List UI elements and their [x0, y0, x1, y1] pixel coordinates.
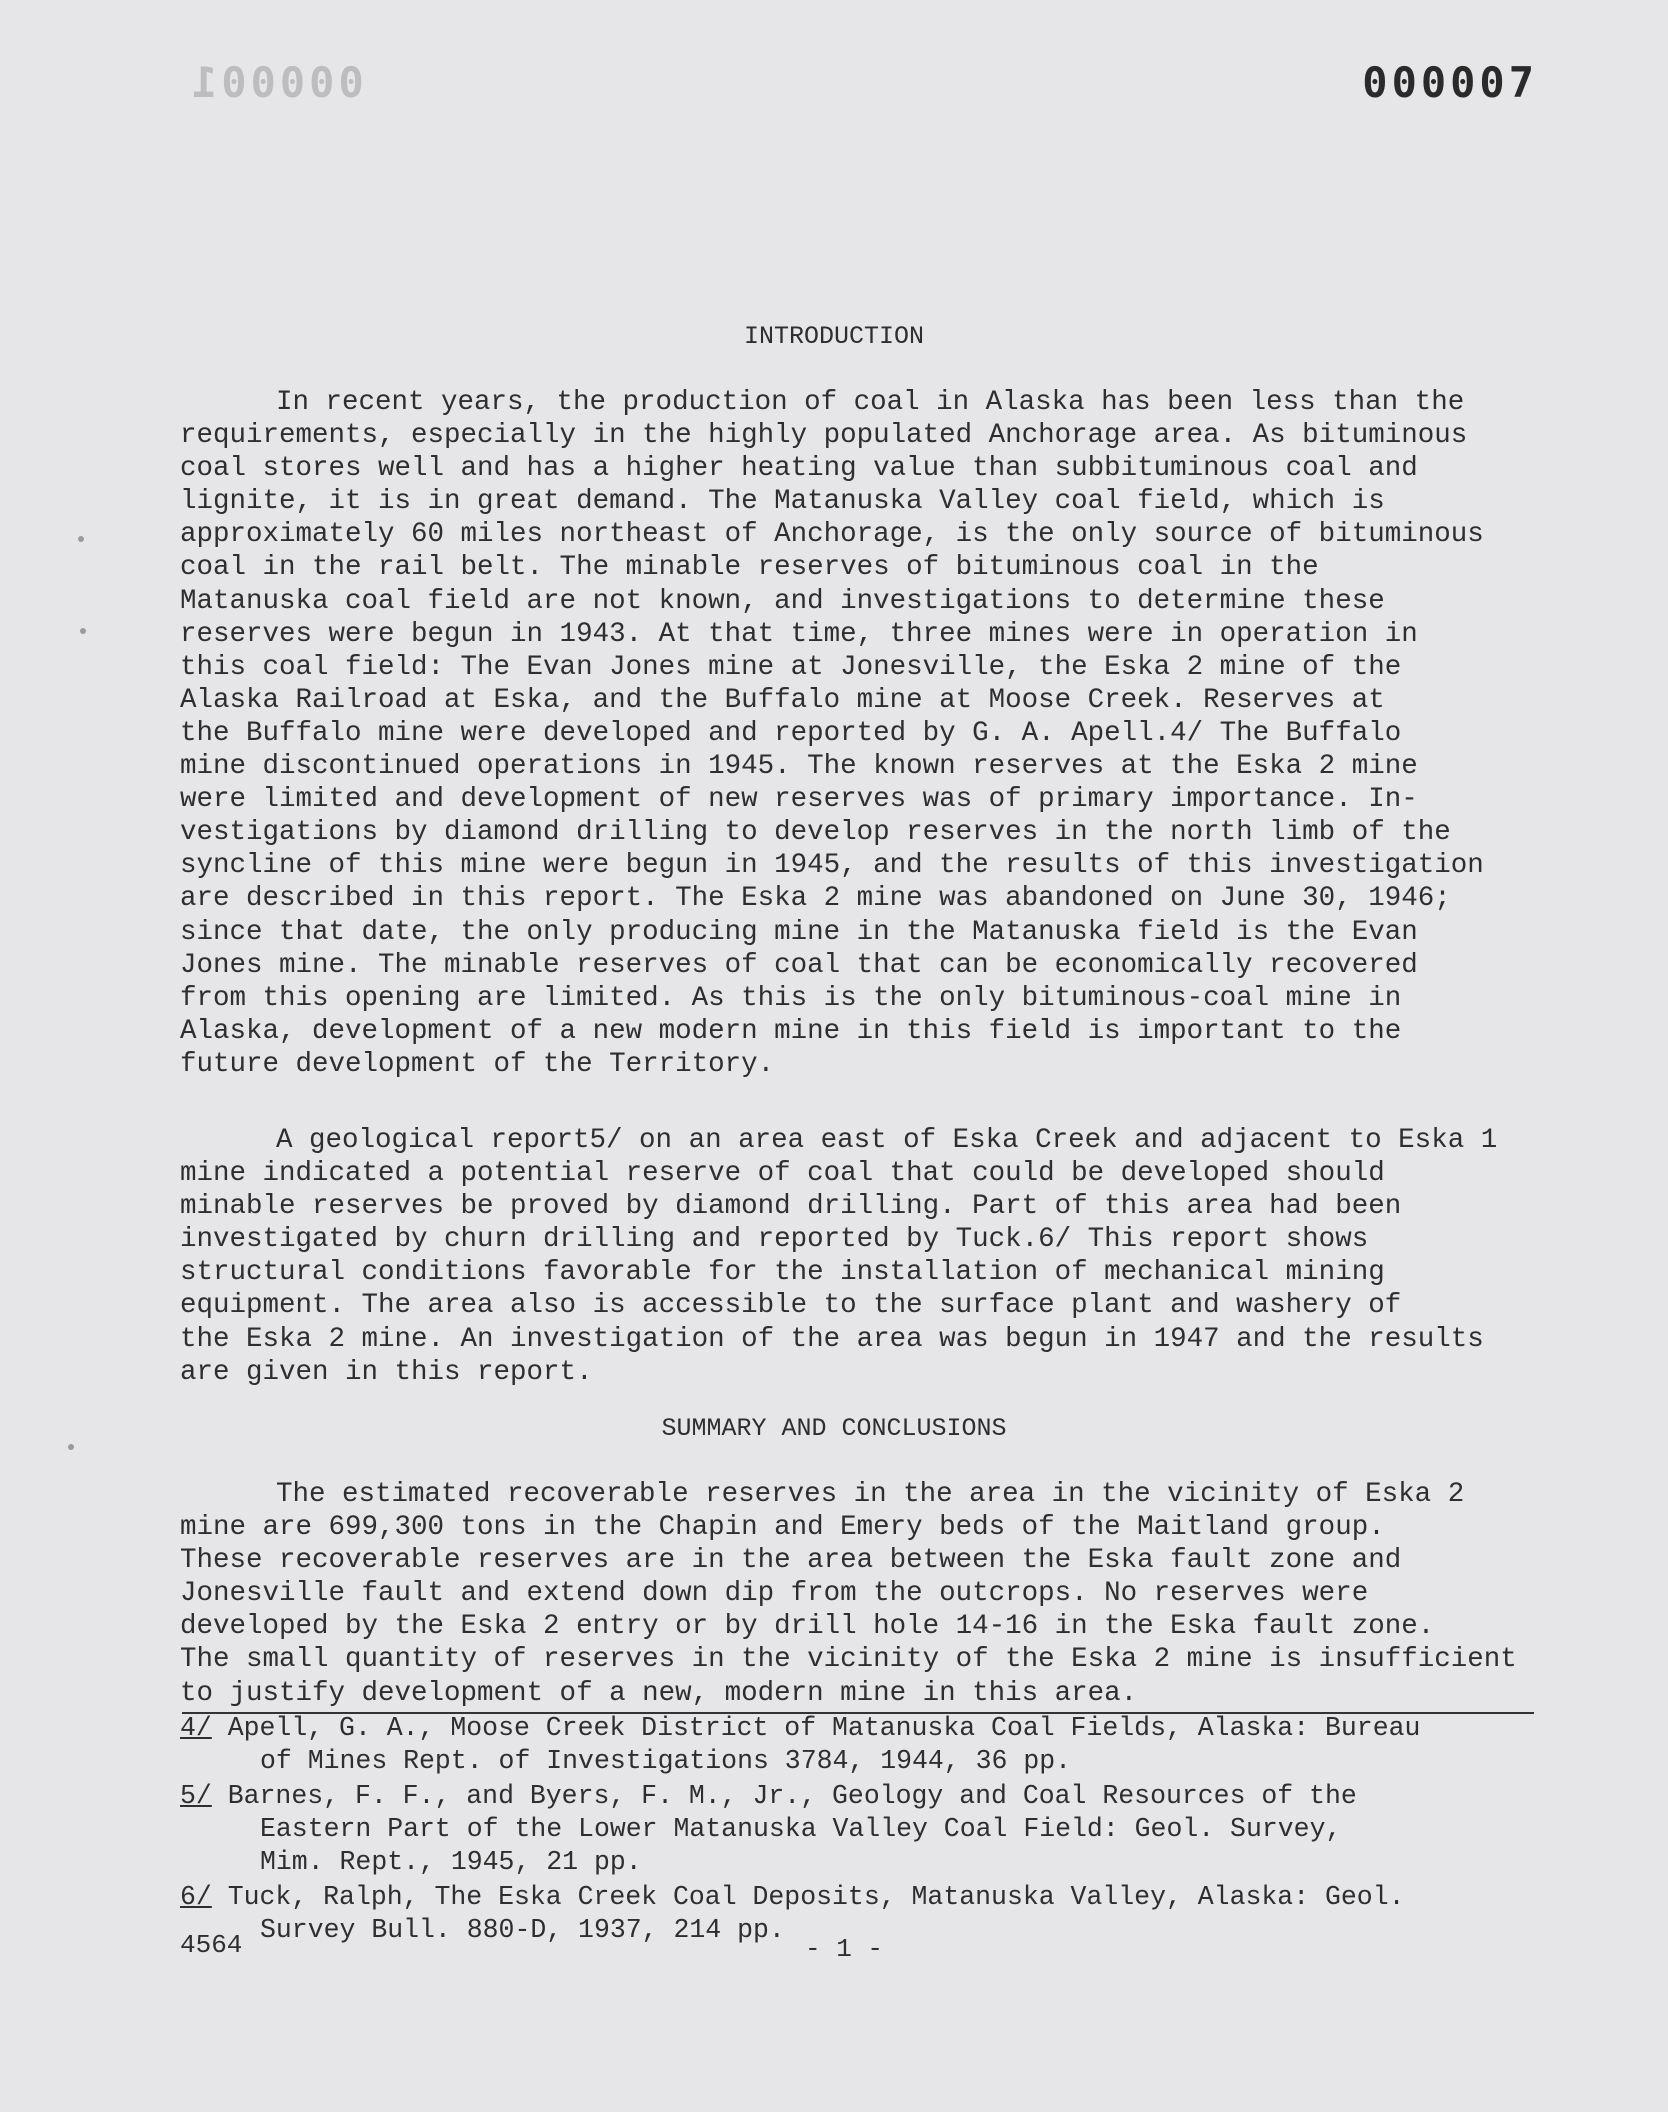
speck: [68, 1444, 74, 1450]
text-line: since that date, the only producing mine in the Matanuska field is the Evan: [180, 916, 1418, 948]
text-line: Matanuska coal field are not known, and investigations to determine these: [180, 585, 1385, 617]
text-line: requirements, especially in the highly populated Anchorage area. As bituminous: [180, 420, 1468, 452]
document-number: 4564: [180, 1930, 243, 1960]
text-line: developed by the Eska 2 entry or by drill hole 14-16 in the Eska fault zone.: [180, 1611, 1435, 1643]
text-line: Jonesville fault and extend down dip from the outcrops. No reserves were: [180, 1578, 1369, 1610]
introduction-heading: INTRODUCTION: [743, 322, 925, 351]
text-line: mine discontinued operations in 1945. The known reserves at the Eska 2 mine: [180, 751, 1418, 783]
footnote-continuation-line: Survey Bull. 880-D, 1937, 214 pp.: [260, 1915, 785, 1945]
text-line: are given in this report.: [180, 1356, 593, 1388]
page-stamp-number: 000007: [1362, 58, 1538, 107]
text-line: coal in the rail belt. The minable reserves of bituminous coal in the: [180, 552, 1319, 584]
text-line: The small quantity of reserves in the vicinity of the Eska 2 mine is insufficient: [180, 1644, 1517, 1676]
speck: [78, 536, 84, 542]
text-line: the Buffalo mine were developed and reported by G. A. Apell.4/ The Buffalo: [180, 717, 1402, 749]
text-line: A geological report5/ on an area east of Eska Creek and adjacent to Eska 1: [276, 1125, 1498, 1156]
text-line: lignite, it is in great demand. The Matanuska Valley coal field, which is: [180, 486, 1385, 518]
speck: [80, 628, 86, 634]
footnote-text: Apell, G. A., Moose Creek District of Matanuska Coal Fields, Alaska: Bureau: [227, 1713, 1421, 1743]
page-number: - 1 -: [804, 1934, 883, 1964]
text-line: approximately 60 miles northeast of Anchorage, is the only source of bituminous: [180, 519, 1484, 551]
introduction-paragraph-1: [180, 386, 1530, 1081]
text-line: mine indicated a potential reserve of coal that could be developed should: [180, 1158, 1385, 1190]
text-line: future development of the Territory.: [180, 1048, 775, 1080]
text-line: equipment. The area also is accessible to the surface plant and washery of: [180, 1290, 1402, 1322]
footnote-text: Barnes, F. F., and Byers, F. M., Jr., Geology and Coal Resources of the: [227, 1781, 1357, 1811]
introduction-paragraph-2: [180, 1124, 1530, 1389]
text-line: Alaska Railroad at Eska, and the Buffalo mine at Moose Creek. Reserves at: [180, 684, 1385, 716]
text-line: minable reserves be proved by diamond drilling. Part of this area had been: [180, 1191, 1402, 1223]
text-line: In recent years, the production of coal in Alaska has been less than the: [276, 387, 1465, 418]
text-line: coal stores well and has a higher heating value than subbituminous coal and: [180, 453, 1418, 485]
text-line: Jones mine. The minable reserves of coal that can be economically recovered: [180, 949, 1418, 981]
footnotes: [180, 1712, 1540, 1949]
footnote-item: [180, 1780, 1540, 1879]
summary-paragraph: [180, 1478, 1530, 1710]
footnote-continuation-line: Eastern Part of the Lower Matanuska Valley Coal Field: Geol. Survey,: [260, 1814, 1342, 1844]
text-line: The estimated recoverable reserves in the area in the vicinity of Eska 2: [276, 1479, 1465, 1510]
text-line: from this opening are limited. As this is the only bituminous-coal mine in: [180, 982, 1402, 1014]
text-line: the Eska 2 mine. An investigation of the area was begun in 1947 and the results: [180, 1323, 1484, 1355]
footnote-first-line: [180, 1780, 1540, 1813]
text-line: structural conditions favorable for the installation of mechanical mining: [180, 1257, 1385, 1289]
footnote-mark: 4/: [180, 1713, 212, 1743]
text-line: reserves were begun in 1943. At that time, three mines were in operation in: [180, 618, 1418, 650]
page-stamp-bleedthrough: 000001: [188, 58, 364, 107]
footnote-mark: 5/: [180, 1781, 212, 1811]
text-line: syncline of this mine were begun in 1945, and the results of this investigation: [180, 850, 1484, 882]
text-line: These recoverable reserves are in the area between the Eska fault zone and: [180, 1545, 1402, 1577]
footnote-first-line: [180, 1881, 1540, 1914]
text-line: investigated by churn drilling and reported by Tuck.6/ This report shows: [180, 1224, 1369, 1256]
text-line: to justify development of a new, modern mine in this area.: [180, 1677, 1138, 1709]
footnote-first-line: [180, 1712, 1540, 1745]
text-line: are described in this report. The Eska 2 mine was abandoned on June 30, 1946;: [180, 883, 1451, 915]
text-line: vestigations by diamond drilling to develop reserves in the north limb of the: [180, 817, 1451, 849]
footnote-text: Tuck, Ralph, The Eska Creek Coal Deposits, Matanuska Valley, Alaska: Geol.: [227, 1882, 1405, 1912]
footnote-continuation-line: of Mines Rept. of Investigations 3784, 1944, 36 pp.: [260, 1746, 1072, 1776]
text-line: mine are 699,300 tons in the Chapin and Emery beds of the Maitland group.: [180, 1512, 1385, 1544]
text-line: Alaska, development of a new modern mine in this field is important to the: [180, 1015, 1402, 1047]
text-line: this coal field: The Evan Jones mine at Jonesville, the Eska 2 mine of the: [180, 651, 1402, 683]
footnote-item: [180, 1712, 1540, 1778]
footnote-mark: 6/: [180, 1882, 212, 1912]
text-line: were limited and development of new reserves was of primary importance. In-: [180, 784, 1418, 816]
footnote-continuation-line: Mim. Rept., 1945, 21 pp.: [260, 1847, 642, 1877]
summary-heading: SUMMARY AND CONCLUSIONS: [661, 1414, 1007, 1443]
